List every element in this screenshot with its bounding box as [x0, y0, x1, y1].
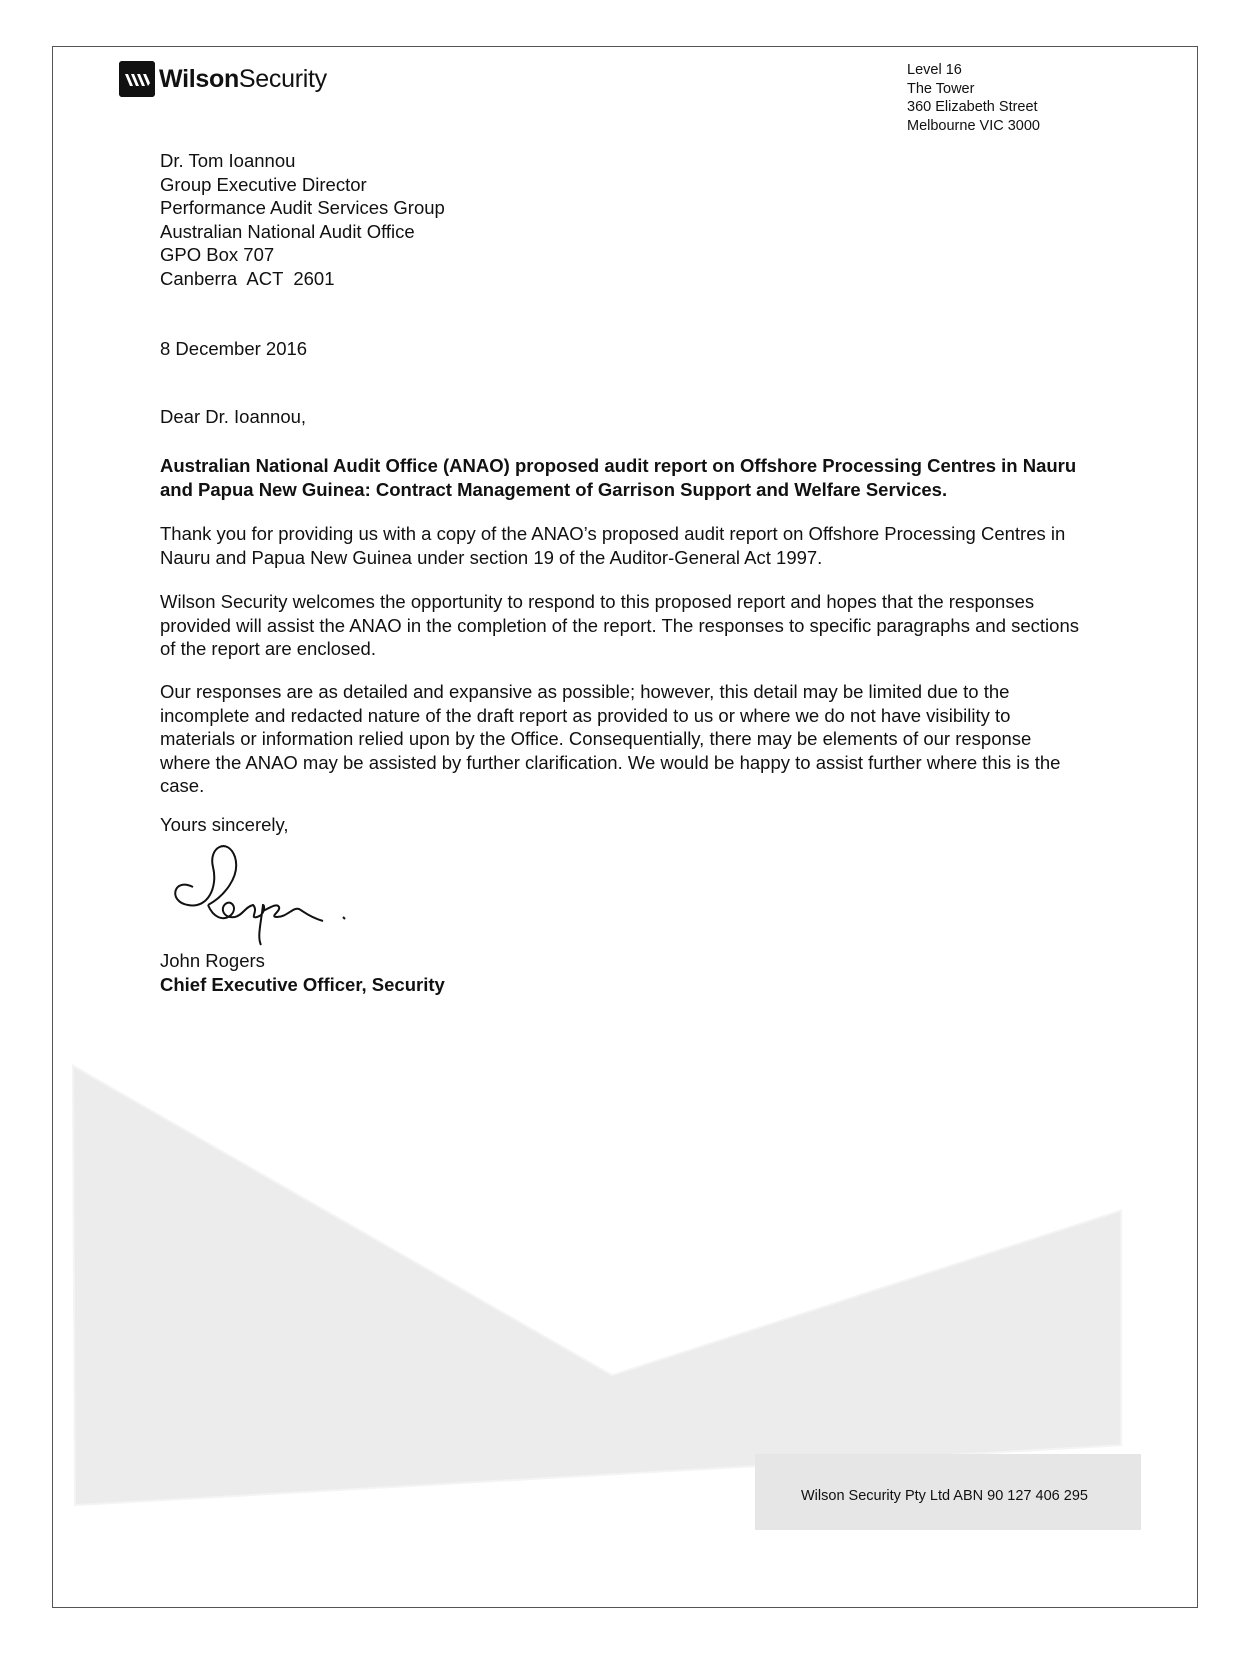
subject-line: Australian National Audit Office (ANAO) proposed audit report on Offshore Processing Centres in Nauru and Papua New Guinea: Contract Management of Garrison Support and Welfare Services.: [160, 455, 1077, 500]
closing: Yours sincerely,: [160, 814, 289, 835]
logo-wordmark-light: Security: [238, 64, 327, 93]
wilson-logo-mark-icon: [119, 61, 155, 97]
signer-name: John Rogers: [160, 950, 265, 971]
address-line: The Tower: [907, 80, 975, 97]
footer-text: Wilson Security Pty Ltd ABN 90 127 406 295: [801, 1488, 1088, 1504]
logo-wordmark-bold: Wilson: [159, 64, 239, 93]
sender-address: [907, 61, 1040, 135]
body-paragraph: Wilson Security welcomes the opportunity to respond to this proposed report and hopes that the responses provided will assist the ANAO in the completion of the report. The responses to specific paragraphs and sections of the report are enclosed.: [160, 591, 1079, 659]
body-paragraph: Our responses are as detailed and expansive as possible; however, this detail may be limited due to the incomplete and redacted nature of the draft report as provided to us or where we do not have visibility to materials or information relied upon by the Office. Consequentially, there may be elements of our response where the ANAO may be assisted by further clarification. We would be happy to assist further where this is the case.: [160, 681, 1061, 796]
recipient-line: Canberra ACT 2601: [160, 267, 335, 289]
recipient-line: Performance Audit Services Group: [160, 197, 445, 218]
footer-company-info: [755, 1454, 1141, 1530]
letter-date: 8 December 2016: [160, 338, 308, 359]
recipient-line: Dr. Tom Ioannou: [160, 150, 296, 171]
handwritten-signature: [153, 827, 383, 947]
letter-page: [52, 46, 1198, 1608]
address-line: 360 Elizabeth Street: [907, 99, 1038, 115]
signer-title: Chief Executive Officer, Security: [160, 973, 445, 995]
salutation: Dear Dr. Ioannou,: [160, 406, 307, 427]
recipient-line: Australian National Audit Office: [160, 220, 415, 242]
recipient-line: Group Executive Director: [160, 173, 367, 195]
company-logo: [119, 61, 327, 97]
address-line: Level 16: [907, 62, 962, 78]
body-paragraph: Thank you for providing us with a copy of the ANAO’s proposed audit report on Offshore Processing Centres in Nauru and Papua New Guinea under section 19 of the Auditor-General Act 1997.: [160, 523, 1066, 568]
recipient-line: GPO Box 707: [160, 244, 275, 265]
signer-block: [160, 949, 445, 996]
recipient-address: [160, 149, 445, 290]
address-line: Melbourne VIC 3000: [907, 117, 1040, 134]
